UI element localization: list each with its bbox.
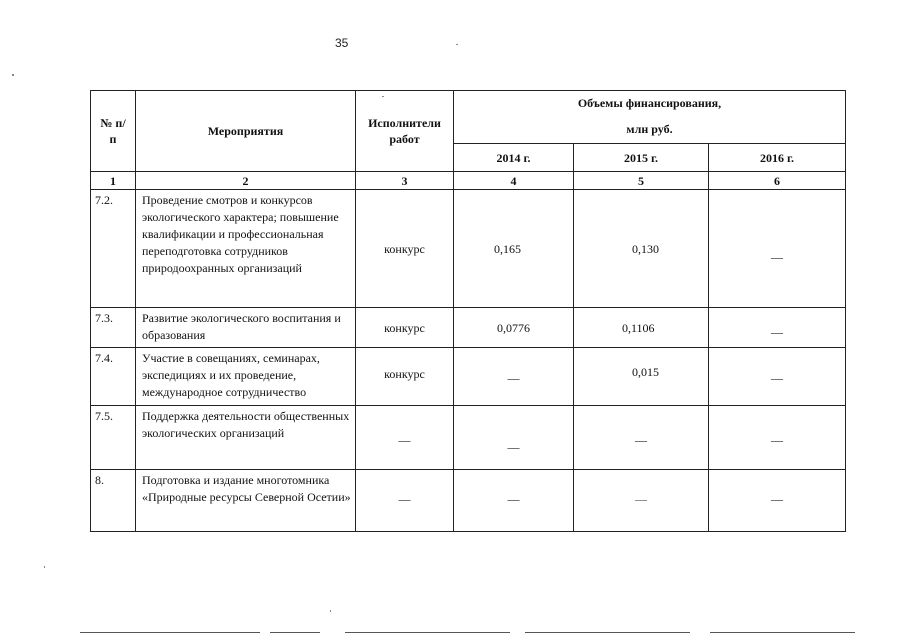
scan-edge-line [80,632,260,633]
row-number: 8. [91,470,136,532]
scan-speck [330,610,331,612]
header-volumes-unit: млн руб. [626,122,673,136]
page-number: 35 [335,36,349,50]
row-executor: конкурс [356,308,454,348]
row-number: 7.2. [91,190,136,308]
row-executor: — [356,470,454,532]
scan-speck [456,44,458,45]
row-value-2015: — [574,470,709,532]
column-index: 2 [136,172,356,190]
header-volumes [454,91,846,144]
row-value-2014: 0,165 [454,190,574,308]
row-value-2015: 0,1106 [574,308,709,348]
scan-edge-line [525,632,690,633]
row-value-2014: — [454,406,574,470]
row-executor: — [356,406,454,470]
row-executor: конкурс [356,348,454,406]
header-activities: Мероприятия [136,91,356,172]
table-row [91,190,846,308]
column-index: 5 [574,172,709,190]
row-value-2014: 0,0776 [454,308,574,348]
header-year-2014: 2014 г. [454,144,574,172]
row-number: 7.5. [91,406,136,470]
row-activity: Развитие экологического воспитания и образования [136,308,356,348]
row-value-2016: — [709,470,846,532]
column-index: 6 [709,172,846,190]
column-index: 3 [356,172,454,190]
scan-edge-line [345,632,510,633]
row-value-2016: — [709,348,846,406]
row-number: 7.3. [91,308,136,348]
row-number: 7.4. [91,348,136,406]
table-row [91,308,846,348]
row-activity: Участие в совещаниях, семинарах, экспедициях и их проведение, международное сотрудничество [136,348,356,406]
row-activity: Поддержка деятельности общественных экологических организаций [136,406,356,470]
row-activity: Подготовка и издание многотомника «Природные ресурсы Северной Осетии» [136,470,356,532]
header-year-2015: 2015 г. [574,144,709,172]
header-executors: Исполнители работ [356,91,454,172]
row-value-2015: 0,130 [574,190,709,308]
scan-edge-line [270,632,320,633]
row-value-2015: 0,015 [574,348,709,406]
header-num: № п/п [91,91,136,172]
table-row [91,406,846,470]
row-value-2016: — [709,190,846,308]
scan-edge-line [710,632,855,633]
row-value-2016: — [709,308,846,348]
scan-speck [44,566,45,568]
header-volumes-title: Объемы финансирования, [577,96,722,110]
row-value-2014: — [454,348,574,406]
row-activity: Проведение смотров и конкурсов экологического характера; повышение квалификации и профессиональная переподготовка сотрудников природоохранных организаций [136,190,356,308]
row-executor: конкурс [356,190,454,308]
table-row [91,470,846,532]
column-index: 1 [91,172,136,190]
column-index: 4 [454,172,574,190]
table-row [91,348,846,406]
row-value-2016: — [709,406,846,470]
row-value-2015: — [574,406,709,470]
row-value-2014: — [454,470,574,532]
scan-speck [12,74,14,76]
header-year-2016: 2016 г. [709,144,846,172]
financing-table [90,90,846,532]
